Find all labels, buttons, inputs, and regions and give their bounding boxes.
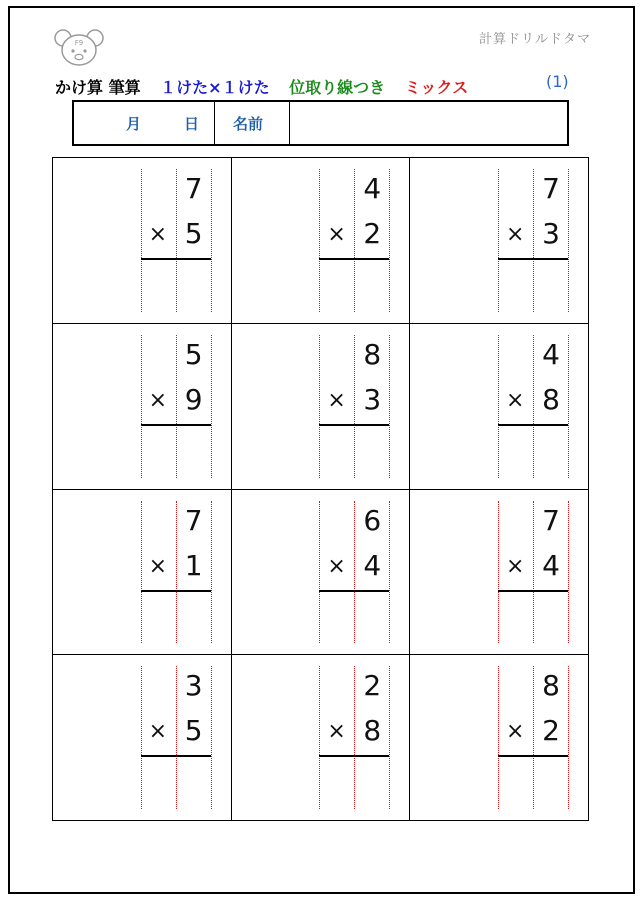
date-field[interactable] xyxy=(74,102,215,144)
multiplication-problem xyxy=(498,158,570,323)
multiplicand-digit: 3 xyxy=(184,669,203,703)
name-date-box xyxy=(72,100,569,146)
answer-line xyxy=(498,424,568,426)
answer-line xyxy=(498,755,568,757)
guide-line xyxy=(568,335,569,478)
multiplication-problem xyxy=(498,655,570,820)
times-sign: × xyxy=(506,222,525,247)
answer-line xyxy=(498,590,568,592)
multiplier-digit: 3 xyxy=(542,217,560,250)
guide-line xyxy=(141,335,142,478)
guide-line xyxy=(498,335,499,478)
guide-line xyxy=(568,169,569,312)
problem-cell[interactable] xyxy=(232,490,411,656)
month-label: 月 xyxy=(126,115,142,133)
guide-line xyxy=(211,335,212,478)
multiplier-digit: 8 xyxy=(542,382,560,416)
multiplicand-digit: 8 xyxy=(363,337,382,371)
multiplicand-digit: 7 xyxy=(542,503,560,537)
guide-line xyxy=(211,666,212,809)
guide-line xyxy=(389,335,390,478)
multiplication-problem xyxy=(319,655,391,820)
guide-line xyxy=(389,501,390,644)
guide-line xyxy=(319,501,320,644)
answer-line xyxy=(141,258,211,260)
times-sign: × xyxy=(506,387,525,413)
guide-line xyxy=(389,169,390,312)
multiplicand-digit: 5 xyxy=(184,337,203,371)
multiplier-digit: 5 xyxy=(184,714,203,748)
times-sign: × xyxy=(327,719,346,745)
day-label: 日 xyxy=(184,115,200,133)
title-mix: ミックス xyxy=(404,78,469,97)
problem-cell[interactable] xyxy=(232,655,411,821)
guide-line xyxy=(141,501,142,644)
problem-grid xyxy=(52,157,589,821)
name-label: 名前 xyxy=(233,115,264,133)
title-digits: １けた×１けた xyxy=(160,78,270,97)
multiplication-problem xyxy=(141,324,213,489)
multiplication-problem xyxy=(141,158,213,323)
multiplier-digit: 1 xyxy=(184,548,203,582)
problem-cell[interactable] xyxy=(410,655,589,821)
guide-line xyxy=(211,501,212,644)
problem-cell[interactable] xyxy=(232,324,411,490)
times-sign: × xyxy=(148,387,168,413)
multiplication-problem xyxy=(498,490,570,655)
problem-cell[interactable] xyxy=(53,158,232,324)
guide-line xyxy=(319,666,320,809)
multiplication-problem xyxy=(319,490,391,655)
times-sign: × xyxy=(148,719,168,745)
problem-cell[interactable] xyxy=(53,655,232,821)
problem-cell[interactable] xyxy=(232,158,411,324)
multiplier-digit: 2 xyxy=(542,714,560,748)
svg-text:F9: F9 xyxy=(74,39,84,47)
title-guide-lines: 位取り線つき xyxy=(289,78,386,97)
multiplier-digit: 8 xyxy=(363,714,382,748)
problem-cell[interactable] xyxy=(410,158,589,324)
answer-line xyxy=(319,424,389,426)
guide-line xyxy=(498,501,499,644)
guide-line xyxy=(498,666,499,809)
title-topic: かけ算 筆算 xyxy=(55,78,141,97)
name-field[interactable] xyxy=(290,102,567,144)
guide-line xyxy=(319,335,320,478)
multiplication-problem xyxy=(498,324,570,489)
multiplier-digit: 9 xyxy=(184,382,203,416)
answer-line xyxy=(141,424,211,426)
times-sign: × xyxy=(148,553,168,579)
multiplicand-digit: 6 xyxy=(363,503,382,537)
problem-cell[interactable] xyxy=(53,324,232,490)
guide-line xyxy=(568,666,569,809)
guide-line xyxy=(211,169,212,312)
answer-line xyxy=(141,590,211,592)
brand-name: 計算ドリルドタマ xyxy=(478,32,591,47)
multiplicand-digit: 4 xyxy=(363,172,382,205)
multiplication-problem xyxy=(319,324,391,489)
guide-line xyxy=(141,169,142,312)
guide-line xyxy=(389,666,390,809)
multiplication-problem xyxy=(141,490,213,655)
times-sign: × xyxy=(327,222,346,247)
multiplier-digit: 4 xyxy=(542,548,560,582)
times-sign: × xyxy=(506,553,525,579)
multiplicand-digit: 4 xyxy=(542,337,560,371)
multiplication-problem xyxy=(319,158,391,323)
multiplicand-digit: 7 xyxy=(542,172,560,205)
multiplicand-digit: 2 xyxy=(363,669,382,703)
multiplicand-digit: 7 xyxy=(184,172,203,205)
problem-cell[interactable] xyxy=(53,490,232,656)
times-sign: × xyxy=(327,553,346,579)
problem-cell[interactable] xyxy=(410,324,589,490)
multiplicand-digit: 7 xyxy=(184,503,203,537)
problem-cell[interactable] xyxy=(410,490,589,656)
answer-line xyxy=(319,755,389,757)
multiplier-digit: 5 xyxy=(184,217,203,250)
answer-line xyxy=(319,258,389,260)
guide-line xyxy=(141,666,142,809)
multiplier-digit: 4 xyxy=(363,548,382,582)
answer-line xyxy=(498,258,568,260)
guide-line xyxy=(498,169,499,312)
answer-line xyxy=(319,590,389,592)
page-number: (1) xyxy=(546,72,569,91)
times-sign: × xyxy=(327,387,346,413)
times-sign: × xyxy=(148,222,168,247)
bear-logo-icon xyxy=(52,28,106,68)
multiplication-problem xyxy=(141,655,213,820)
multiplier-digit: 3 xyxy=(363,382,382,416)
guide-line xyxy=(319,169,320,312)
worksheet-title xyxy=(55,75,482,98)
name-label-cell xyxy=(215,102,290,144)
answer-line xyxy=(141,755,211,757)
times-sign: × xyxy=(506,719,525,745)
multiplicand-digit: 8 xyxy=(542,669,560,703)
multiplier-digit: 2 xyxy=(363,217,382,250)
guide-line xyxy=(568,501,569,644)
